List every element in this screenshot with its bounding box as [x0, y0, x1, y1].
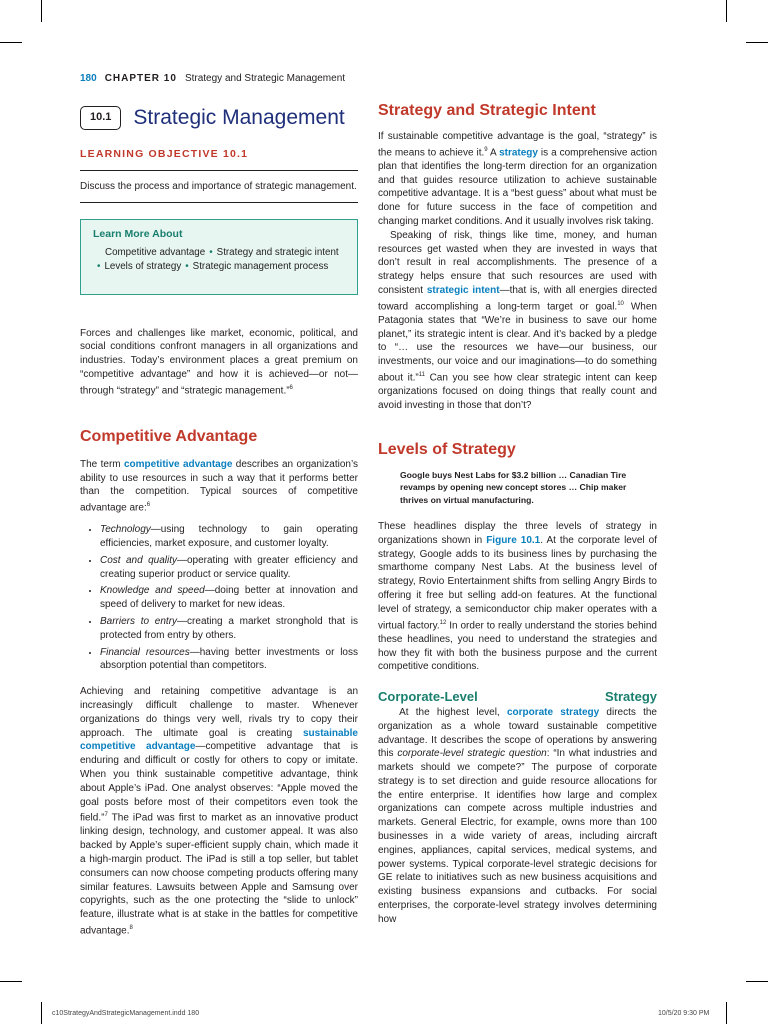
footnote-ref: 10 [617, 300, 624, 307]
crop-mark [726, 1002, 727, 1024]
learn-more-line: • Levels of strategy • Strategic management process [97, 261, 329, 273]
learn-more-box [80, 219, 358, 295]
competitive-advantage-heading: Competitive Advantage [80, 427, 258, 445]
footer-file-info: c10StrategyAndStrategicManagement.indd 180 [52, 1010, 200, 1017]
strategic-intent-heading: Strategy and Strategic Intent [378, 102, 596, 119]
section-title: Strategic Management [133, 106, 345, 130]
list-item: • Financial resources—having better investments or loss absorption potential than competitors. [100, 646, 358, 674]
crop-mark [0, 42, 22, 43]
footer-date: 10/5/20 9:30 PM [658, 1010, 710, 1017]
right-column [378, 100, 657, 927]
chapter-title: Strategy and Strategic Management [184, 73, 346, 84]
figure-reference-link[interactable]: Figure 10.1 [486, 534, 541, 546]
competitive-advantage-paragraph: The term competitive advantage describes an organization’s ability to use resources in such a way that it performs better than the competition. Typical sources of competitive advantage are:$^6$ [80, 458, 359, 514]
footnote-ref: 12 [439, 619, 447, 626]
learn-more-item: Levels of strategy [104, 261, 182, 273]
strategic-question: corporate-level strategic question [397, 748, 547, 760]
list-item: • Technology—using technology to gain operating efficiencies, market exposure, and customer loyalty. [100, 523, 358, 551]
headlines-callout: Google buys Nest Labs for $3.2 billion … Canadian Tire revamps by opening new concept stores … Chip maker thrives on virtual manufacturing. [400, 469, 627, 505]
list-item: • Knowledge and speed—doing better at innovation and speed of delivery to market for new ideas. [100, 584, 358, 612]
intro-paragraph: Forces and challenges like market, economic, political, and social conditions confront managers in all organizations and industries. Today’s environment places a great premium on “competitive advantage” and how it is achieved—or not—through “strategy” and “strategic management.”$^6$ [80, 327, 358, 397]
footnote-ref: 6 [146, 502, 151, 509]
footnote-ref: 8 [129, 925, 133, 932]
section-header [80, 100, 358, 136]
crop-mark [0, 981, 22, 982]
left-column [80, 100, 358, 938]
footnote-ref: 11 [418, 372, 425, 378]
crop-mark [746, 42, 768, 43]
chapter-label: CHAPTER 10 [104, 73, 177, 84]
learn-more-item: Competitive advantage [105, 247, 206, 259]
strategy-paragraph: If sustainable competitive advantage is the goal, “strategy” is the means to achieve it.$^9$ A strategy is a comprehensive action plan that identifies the long-term direction for an organization and that guides resource utilization to achieve sustainable competitive advantage. It is a “best guess” about what must be done for future success in the face of competition and changing market conditions. And it usually involves risk taking. [378, 130, 657, 227]
crop-mark [41, 0, 42, 22]
footnote-ref: 6 [289, 384, 293, 391]
learn-more-line: Competitive advantage • Strategy and strategic intent [105, 247, 339, 259]
advantage-sources-list [80, 523, 358, 673]
key-term: corporate strategy [506, 706, 600, 718]
crop-mark [41, 1002, 42, 1024]
levels-paragraph: These headlines display the three levels of strategy in organizations shown in Figure 10.1. At the corporate level of strategy, Google adds to its business lines by purchasing the smarthome company Nest Labs. At the business level of strategy, Rovio Entertainment shifts from selling Angry Birds to offering it free but selling add-on features. At the functional level of strategy, a semiconductor chip maker operates with a virtual factory.$^{12}$ In order to really understand the stories behind these headlines, you need to understand the strategies and how they fit with both the business purpose and the current competitive conditions. [378, 521, 657, 673]
key-term: competitive advantage [124, 458, 233, 470]
crop-mark [746, 981, 768, 982]
key-term: strategy [499, 146, 538, 158]
list-item: • Cost and quality—operating with greater efficiency and creating superior product or service quality. [100, 554, 358, 582]
footnote-ref: 9 [484, 146, 488, 153]
footnote-ref: 7 [104, 812, 108, 819]
learn-more-item: Strategic management process [192, 261, 329, 273]
corporate-strategy-paragraph: Corporate-Level Strategy At the highest level, corporate strategy directs the organization as a whole toward sustainable competitive advantage. It describes the scope of operations by answering this corporate-level strategic question: “In what industries and markets should we compete?” The purpose of corporate strategy is to set direction and guide resource allocations for the entire enterprise. It identifies how large and complex organizations can compete across multiple industries and markets. General Electric, for example, owns more than 100 businesses in a wide variety of areas, including aircraft engines, appliances, capital services, medical systems, and power systems. Typical corporate-level strategic decisions for GE relate to initiatives such as new business acquisitions and existing business expansions and cutbacks. For social enterprises, the corporate-level strategy involves determining how [378, 689, 657, 925]
levels-heading: Levels of Strategy [378, 440, 516, 458]
learn-more-item: Strategy and strategic intent [216, 247, 339, 259]
crop-mark [726, 0, 727, 22]
key-term: strategic intent [426, 284, 500, 296]
learning-objective-text: Discuss the process and importance of strategic management. [80, 171, 358, 203]
running-head [80, 73, 345, 84]
list-item: • Barriers to entry—creating a market stronghold that is protected from entry by others. [100, 615, 358, 643]
learn-more-title: Learn More About [93, 227, 183, 240]
sustainable-advantage-paragraph: Achieving and retaining competitive advantage is an increasingly difficult challenge to master. Whenever organizations do things very well, rivals try to copy their approach. The ultimate goal is creating sustainable competitive advantage—competitive advantage that is enduring and difficult or costly for others to copy or imitate. When you think sustainable competitive advantage, think about Apple’s iPad. One analyst observes: “Apple moved the goal posts before most of their competitors even took the field.”$^7$ The iPad was first to market as an innovative product linking design, technology, and customer appeal. It was also backed by Apple’s super-efficient supply chain, which made it a high-margin product. The iPad is still a top seller, but tablet consumers can now choose competing products offering many similar features. Lawsuits between Apple and Samsung over copyrights, such as the one protecting the “slide to unlock” feature, illustrate what is at stake in the battles for competitive advantage.$^8$ [80, 686, 358, 937]
strategic-intent-paragraph: Speaking of risk, things like time, money, and human resources get wasted when they are invested in ways that don’t result in real accomplishments. The presence of a strategy helps ensure that such resources are used with consistent strategic intent—that is, with all energies directed toward accomplishing a long-term target or goal.$^{10}$ When Patagonia states that “We’re in business to save our home planet,” its strategic intent is clear. And it’s backed by a pledge to “… use the resources we have—our business, our investments, our voice and our imaginations—to do something about it.”$^{11}$ Can you see how clear strategic intent can keep organizations focused on doing things that really count and avoid investing in those that don’t? [378, 229, 658, 411]
learning-objective-label: LEARNING OBJECTIVE 10.1 [80, 148, 358, 171]
section-number-badge: 10.1 [80, 106, 121, 130]
page-number: 180 [80, 73, 97, 84]
corporate-level-heading: Corporate-Level Strategy [378, 689, 657, 705]
key-term: sustainable competitive advantage [80, 727, 358, 753]
